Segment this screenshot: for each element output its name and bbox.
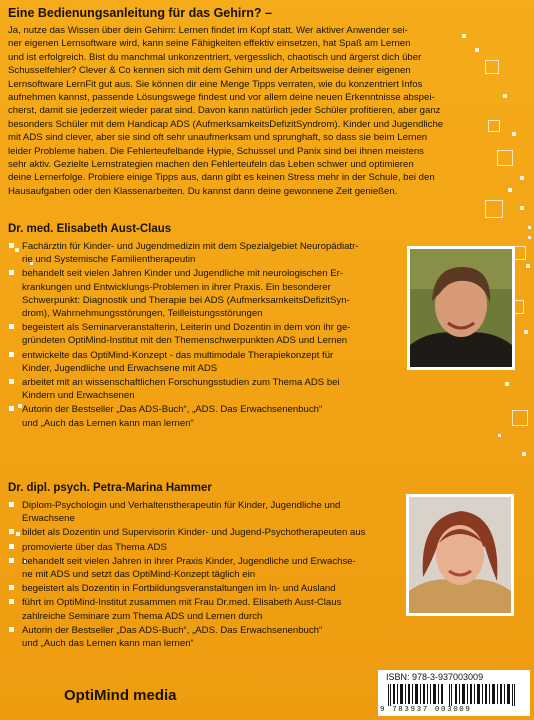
decor-square (505, 382, 509, 386)
bio-item: Fachärztin für Kinder- und Jugendmedizin mit dem Spezialgebiet Neuropädiatr- rie und Systemische Familientherapeutin (8, 240, 403, 266)
author1-photo (407, 246, 515, 370)
decor-square (498, 434, 501, 437)
intro-line: cherst, damit sie jederzeit wieder parat sind. Davon kann natürlich jeder Schüler profitieren, aber ganz (8, 105, 441, 117)
author2-bio-list (8, 499, 403, 651)
barcode (378, 670, 530, 716)
bio-item: begeistert als Dozentin in Fortbildungsveranstaltungen im In- und Ausland (8, 582, 403, 595)
isbn-label: ISBN: 978-3-937003009 (386, 672, 484, 682)
intro-line: Ja, nutze das Wissen über dein Gehirn: Lernen findet im Kopf statt. Wer aktiver Anwender sei- (8, 25, 408, 36)
publisher-name: OptiMind media (64, 687, 177, 704)
main-heading: Eine Bedienungsanleitung für das Gehirn? – (8, 6, 272, 20)
author1-name: Dr. med. Elisabeth Aust-Claus (8, 223, 172, 235)
bio-item: begeistert als Seminarveranstalterin, Leiterin und Dozentin in dem von ihr ge- gründeten OptiMind-Institut mit den Themenschwerpunkten ADS und Lernen (8, 321, 403, 347)
decor-square (520, 206, 524, 210)
intro-line: Schusselfehler? Clever & Co kennen sich mit dem Gehirn und der Arbeitsweise deiner eigenen (8, 65, 411, 77)
intro-line: deine Lernerfolge. Probiere einige Tipps aus, dann gibt es keinen Stress mehr in der Schule, bei den (8, 172, 435, 184)
decor-square (526, 264, 530, 268)
bio-item: promovierte über das Thema ADS (8, 541, 403, 554)
bio-item: Autorin der Bestseller „Das ADS-Buch“, „ADS. Das Erwachsenenbuch“ und „Auch das Lernen kann man lernen“ (8, 403, 403, 429)
bio-item: Diplom-Psychologin und Verhaltenstherapeutin für Kinder, Jugendliche und Erwachsene (8, 499, 403, 525)
decor-square (528, 226, 531, 229)
decor-square (485, 200, 503, 218)
author1-bio-list (8, 240, 403, 431)
bio-item: arbeitet mit an wissenschaftlichen Forschungsstudien zum Thema ADS bei Kindern und Erwachsenen (8, 376, 403, 402)
intro-line: besonders Schüler mit dem Handicap ADS (AufmerksamkeitsDefizitSyndrom). Kinder und Jugendliche (8, 118, 444, 130)
intro-line: mit ADS sind clever, aber sie sind oft sehr unaufmerksam und sprunghaft, so dass sie beim Lernen (8, 132, 428, 144)
decor-square (528, 236, 531, 239)
decor-square (512, 410, 528, 426)
intro-line: sehr aktiv. Gezielte Lernstrategien machen den Fehlerteufeln das Leben schwer und optimieren (8, 159, 414, 171)
intro-line: und ist erfolgreich. Bist du manchmal unkonzentriert, vergesslich, chaotisch und ärgerst dich über (8, 51, 422, 63)
bio-item: bildet als Dozentin und Supervisorin Kinder- und Jugend-Psychotherapeuten aus (8, 526, 403, 539)
bio-item: behandelt seit vielen Jahren in ihrer Praxis Kinder, Jugendliche und Erwachse- ne mit ADS und setzt das OptiMind-Konzept täglich ein (8, 555, 403, 581)
barcode-digits: 9 783937 003009 (380, 706, 472, 714)
intro-line: leider Probleme haben. Die Fehlerteufelbande Hypie, Schussel und Panix sind bei ihnen meistens (8, 145, 424, 157)
intro-line: Hausaufgaben oder den Klassenarbeiten. Du kannst dann deine gewonnene Zeit genießen. (8, 185, 398, 197)
bio-item: entwickelte das OptiMind-Konzept - das multimodale Therapiekonzept für Kinder, Jugendliche und Erwachsene mit ADS (8, 349, 403, 375)
bio-item: führt im OptiMind-Institut zusammen mit Frau Dr.med. Elisabeth Aust-Claus zahlreiche Seminare zum Thema ADS und Lernen durch (8, 596, 403, 622)
barcode-bars (386, 684, 522, 706)
author2-name: Dr. dipl. psych. Petra-Marina Hammer (8, 482, 212, 494)
decor-square (522, 452, 526, 456)
author2-photo (406, 494, 514, 616)
bio-item: Autorin der Bestseller „Das ADS-Buch“, „ADS. Das Erwachsenenbuch“ und „Auch das Lernen kann man lernen“ (8, 624, 403, 650)
decor-square (524, 330, 528, 334)
intro-line: Lernsoftware LernFit gut aus. Sie können dir eine Menge Tipps verraten, wie du konzentriert Infos (8, 78, 423, 90)
bio-item: behandelt seit vielen Jahren Kinder und Jugendliche mit neurologischen Er- krankungen und Entwicklungs-Problemen in ihrer Praxis. Ein besonderer Schwerpunkt: Diagnostik und Therapie bei ADS (AufmerksamkeitsDefizitSyn- drom), Wahrnehmungsstörungen, Teilleistungsstörungen (8, 267, 403, 320)
intro-paragraph (8, 24, 528, 198)
intro-line: aufnehmen kannst, passende Lösungswege findest und vor allem deine neuen Erkenntnisse abspei- (8, 92, 435, 104)
intro-line: ner eigenen Lernsoftware wird, kann seine Fähigkeiten effektiv einsetzen, hat Spaß am Lernen (8, 38, 411, 50)
